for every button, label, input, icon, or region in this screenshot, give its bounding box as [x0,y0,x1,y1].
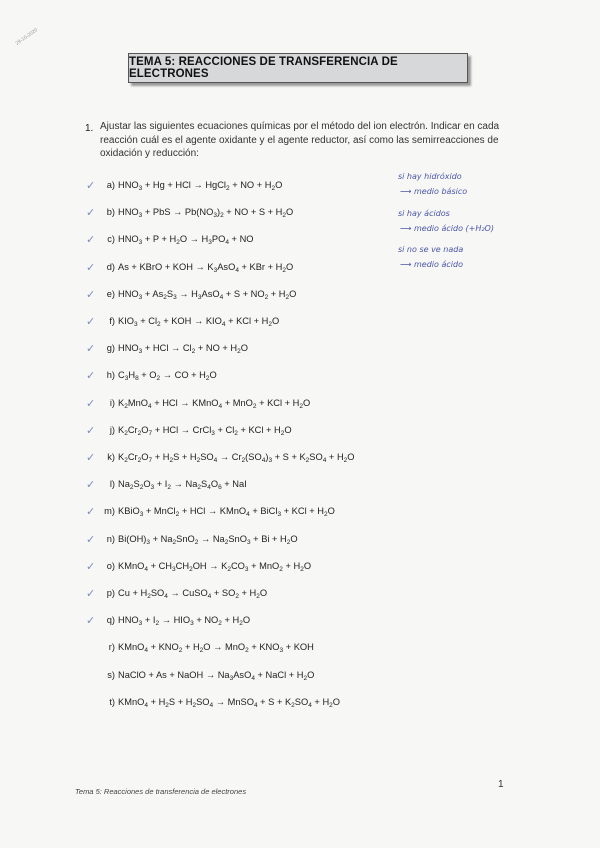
equation-text: $HNO_3 + P + H_2O \to H_3PO_4$ + NO [118,234,254,247]
equation-label: r) [108,642,115,653]
equation-item [0,506,600,520]
note-line: ⟶ medio ácido [400,260,463,269]
equation-text: KMnO$_4$ + $H_2S + H_2SO_4$ → MnSO$_4$ + $S + K_2SO_4 + H_2O$ [118,696,341,709]
equation-item [0,615,600,629]
equation-text: KMnO$_4$ + $KNO_2 + H_2O \to MnO_2 + KNO_3$ + KOH [118,642,314,655]
equation-label: o) [106,560,115,571]
check-mark-icon: ✓ [86,316,96,328]
equation-item [0,262,600,276]
equation-item [0,180,600,194]
equation-label: f) [109,316,115,326]
note-line: ⟶ medio básico [400,187,468,196]
title-banner [128,53,468,83]
equation-text: KBiO$_3$ + MnCl$_2$ + HCl → KMnO$_4$ + BiCl$_3$ + KCl + $H_2O$ [118,506,335,519]
equation-item [0,534,600,548]
equation-label: p) [106,588,115,598]
equation-item [0,642,600,656]
check-mark-icon: ✓ [86,207,96,220]
page-title: TEMA 5: REACCIONES DE TRANSFERENCIA DE ELECTRONES [129,56,398,80]
equation-text: $K_2Cr_2O_7$ + HCl → CrCl$_3$ + $Cl_2$ + KCl + $H_2O$ [118,424,292,437]
check-mark-icon: ✓ [86,234,96,247]
equation-label: m) [104,506,115,517]
equation-text: $Cu + H_2SO_4$ → CuSO$_4$ + $SO_2 + H_2O$ [118,588,268,600]
check-mark-icon: ✓ [86,261,96,274]
equation-text: $HNO_3 + Hg$ + HCl → HgCl$_2$ + NO + $H_2O$ [118,180,283,192]
equation-text: $K_2Cr_2O_7 + H_2S + H_2SO_4 \to Cr_2(SO_4)_3 + S + K_2SO_4 + H_2O$ [118,452,355,464]
question-text: Ajustar las siguientes ecuaciones químicas por el método del ion electrón. Indicar en cada reacción cuál es el agente oxidante y el agente reductor, así como las semirreacciones de oxidación y reducción: [100,121,500,160]
equation-text: $HNO_3 + As_2S_3 \to H_3AsO_4 + S + NO_2 + H_2O$ [118,288,297,301]
equation-item [0,479,600,493]
equation-item [0,588,600,602]
equation-label: k) [107,452,115,462]
equation-label: g) [106,343,115,354]
check-mark-icon: ✓ [86,452,96,464]
equation-label: t) [109,696,115,707]
equation-item [0,697,600,711]
check-mark-icon: ✓ [86,180,96,192]
check-mark-icon: ✓ [86,506,96,519]
equation-item [0,452,600,466]
equation-item [0,561,600,575]
equation-item [0,670,600,684]
equation-item [0,343,600,357]
equation-label: d) [106,261,115,272]
equation-text: $KIO_3 + Cl_2$ + KOH → $KIO_4$ + KCl + $H_2O$ [118,316,280,328]
check-mark-icon: ✓ [86,288,96,301]
equation-text: $Bi(OH)_3 + Na_2SnO_2 \to Na_2SnO_3 + Bi + H_2O$ [118,533,298,546]
check-mark-icon: ✓ [86,615,96,628]
equation-text: As + KBrO + KOH → $K_3AsO_4$ + KBr + $H_2O$ [118,261,294,274]
equation-label: q) [106,615,115,626]
equation-text: $K_2MnO_4$ + HCl → KMnO$_4$ + MnO$_2$ + KCl + $H_2O$ [118,397,311,410]
equation-label: s) [107,669,115,680]
equation-label: n) [106,533,115,544]
question-number: 1. [85,123,94,134]
equation-item [0,425,600,439]
equation-label: a) [106,180,115,190]
equation-label: e) [106,288,115,299]
equation-item [0,289,600,303]
note-line: si hay ácidos [398,209,450,218]
note-line: ⟶ medio ácido (+H₂O) [400,224,494,233]
equation-text: NaClO + As + NaOH → $Na_3AsO_4$ + NaCl + $H_2O$ [118,669,315,682]
equation-text: $C_3H_8 + O_2$ → CO + $H_2O$ [118,370,217,383]
check-mark-icon: ✓ [86,588,96,600]
equation-item [0,316,600,330]
check-mark-icon: ✓ [86,533,96,546]
equation-text: KMnO$_4$ + $CH_3CH_2OH \to K_2CO_3 + MnO_2 + H_2O$ [118,560,312,573]
equation-label: j) [109,424,115,435]
check-mark-icon: ✓ [86,560,96,573]
equation-label: b) [106,207,115,218]
equation-text: $Na_2S_2O_3 + I_2 \to Na_2S_4O_6$ + NaI [118,479,247,492]
corner-date-mark: 29-10-2020 [14,27,39,47]
page-number: 1 [498,779,504,790]
equation-label: h) [106,370,115,381]
note-line: si hay hidróxido [398,172,462,181]
check-mark-icon: ✓ [86,479,96,492]
check-mark-icon: ✓ [86,424,96,437]
equation-item [0,207,600,221]
check-mark-icon: ✓ [86,343,96,356]
note-line: si no se ve nada [398,245,464,254]
equation-text: $HNO_3$ + PbS → $Pb(NO_3)_2$ + NO + $S + H_2O$ [118,207,294,220]
footer-text: Tema 5: Reacciones de transferencia de electrones [75,787,247,796]
equation-item [0,370,600,384]
equation-item [0,398,600,412]
equation-text: $HNO_3$ + HCl → $Cl_2$ + NO + $H_2O$ [118,343,248,356]
equation-label: i) [109,397,115,408]
equation-label: l) [109,479,115,490]
equation-text: $HNO_3 + I_2 \to HIO_3 + NO_2 + H_2O$ [118,615,251,628]
equation-item [0,234,600,248]
check-mark-icon: ✓ [86,397,96,410]
equation-label: c) [107,234,115,245]
check-mark-icon: ✓ [86,370,96,383]
